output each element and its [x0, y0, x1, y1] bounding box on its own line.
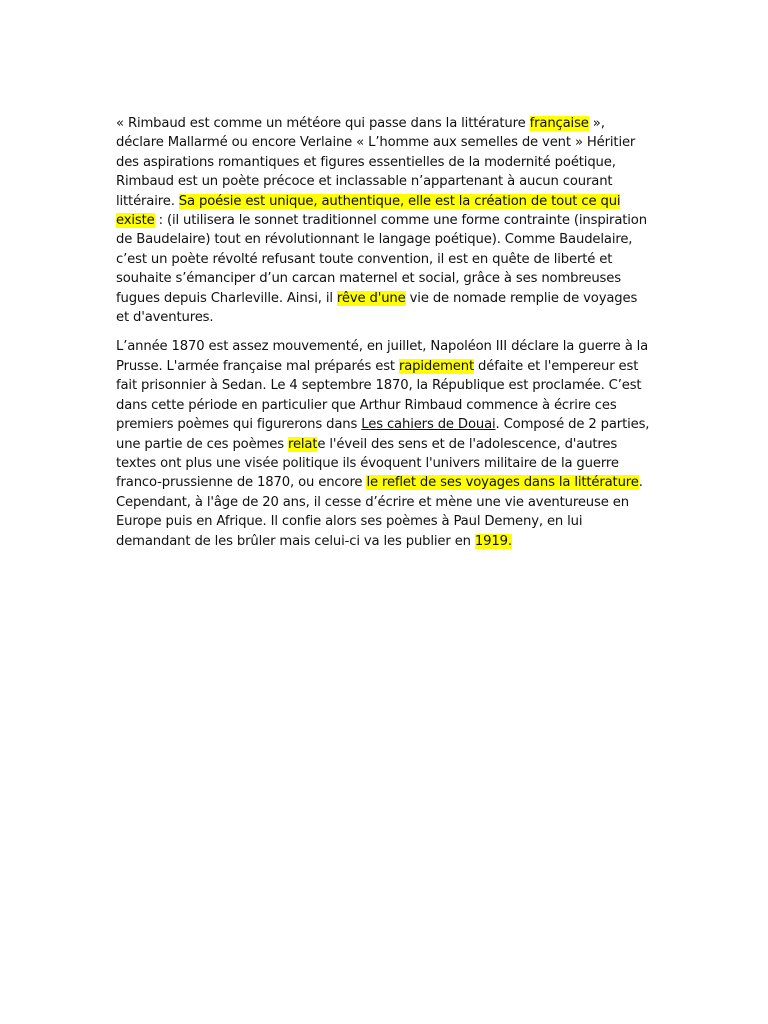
highlighted-text: Sa poésie est unique, authentique, elle est la création de tout ce qui existe	[116, 193, 621, 229]
highlighted-text: le reflet de ses voyages dans la littérature	[366, 475, 639, 491]
text-segment: « Rimbaud est comme un météore qui passe dans la littérature	[116, 116, 530, 131]
highlighted-text: française	[529, 116, 589, 131]
text-segment: », déclare Mallarmé ou encore Verlaine « L’homme aux semelles de vent » Héritier des aspirations romantiques et figures essentielles de la modernité poétique, Rimbaud est un poète précoce et inclassable n’appartenant à aucun courant littéraire.	[116, 116, 636, 209]
text-segment: L’année 1870 est assez mouvementé, en juillet, Napoléon III déclare la guerre à la Prusse. L'armée française mal préparés est	[116, 339, 649, 374]
text-segment: e l'éveil des sens et de l'adolescence, d'autres textes ont plus une visée politique ils évoquent l'univers militaire de la guerre franco-prussienne de 1870, ou encore	[116, 436, 619, 491]
document-body	[116, 114, 651, 561]
underlined-title: Les cahiers de Douai	[361, 417, 496, 433]
paragraph-1	[116, 114, 651, 327]
highlighted-text: relat	[287, 436, 318, 452]
text-segment: défaite et l'empereur est fait prisonnier à Sedan. Le 4 septembre 1870, la République est proclamée. C’est dans cette période en particulier que Arthur Rimbaud commence à écrire ces premiers poèmes qui figurerons dans	[116, 358, 642, 433]
highlighted-text: 1919.	[474, 533, 512, 549]
text-segment: vie de nomade remplie de voyages et d'aventures.	[116, 290, 638, 326]
highlighted-text: rapidement	[398, 358, 474, 374]
highlighted-text: rêve d'une	[336, 290, 406, 306]
paragraph-2	[116, 337, 651, 550]
text-segment: . Composé de 2 parties, une partie de ces poèmes	[116, 417, 650, 452]
text-segment: : (il utilisera le sonnet traditionnel comme une forme contrainte (inspiration de Baudelaire) tout en révolutionnant le langage poétique). Comme Baudelaire, c’est un poète révolté refusant toute convention, il est en quête de liberté et souhaite s’émanciper d’un carcan maternel et social, grâce à ses nombreuses fugues depuis Charleville. Ainsi, il	[116, 213, 647, 306]
text-segment: . Cependant, à l'âge de 20 ans, il cesse d’écrire et mène une vie aventureuse en Europe puis en Afrique. Il confie alors ses poèmes à Paul Demeny, en lui demandant de les brûler mais celui-ci va les publier en	[116, 475, 643, 549]
